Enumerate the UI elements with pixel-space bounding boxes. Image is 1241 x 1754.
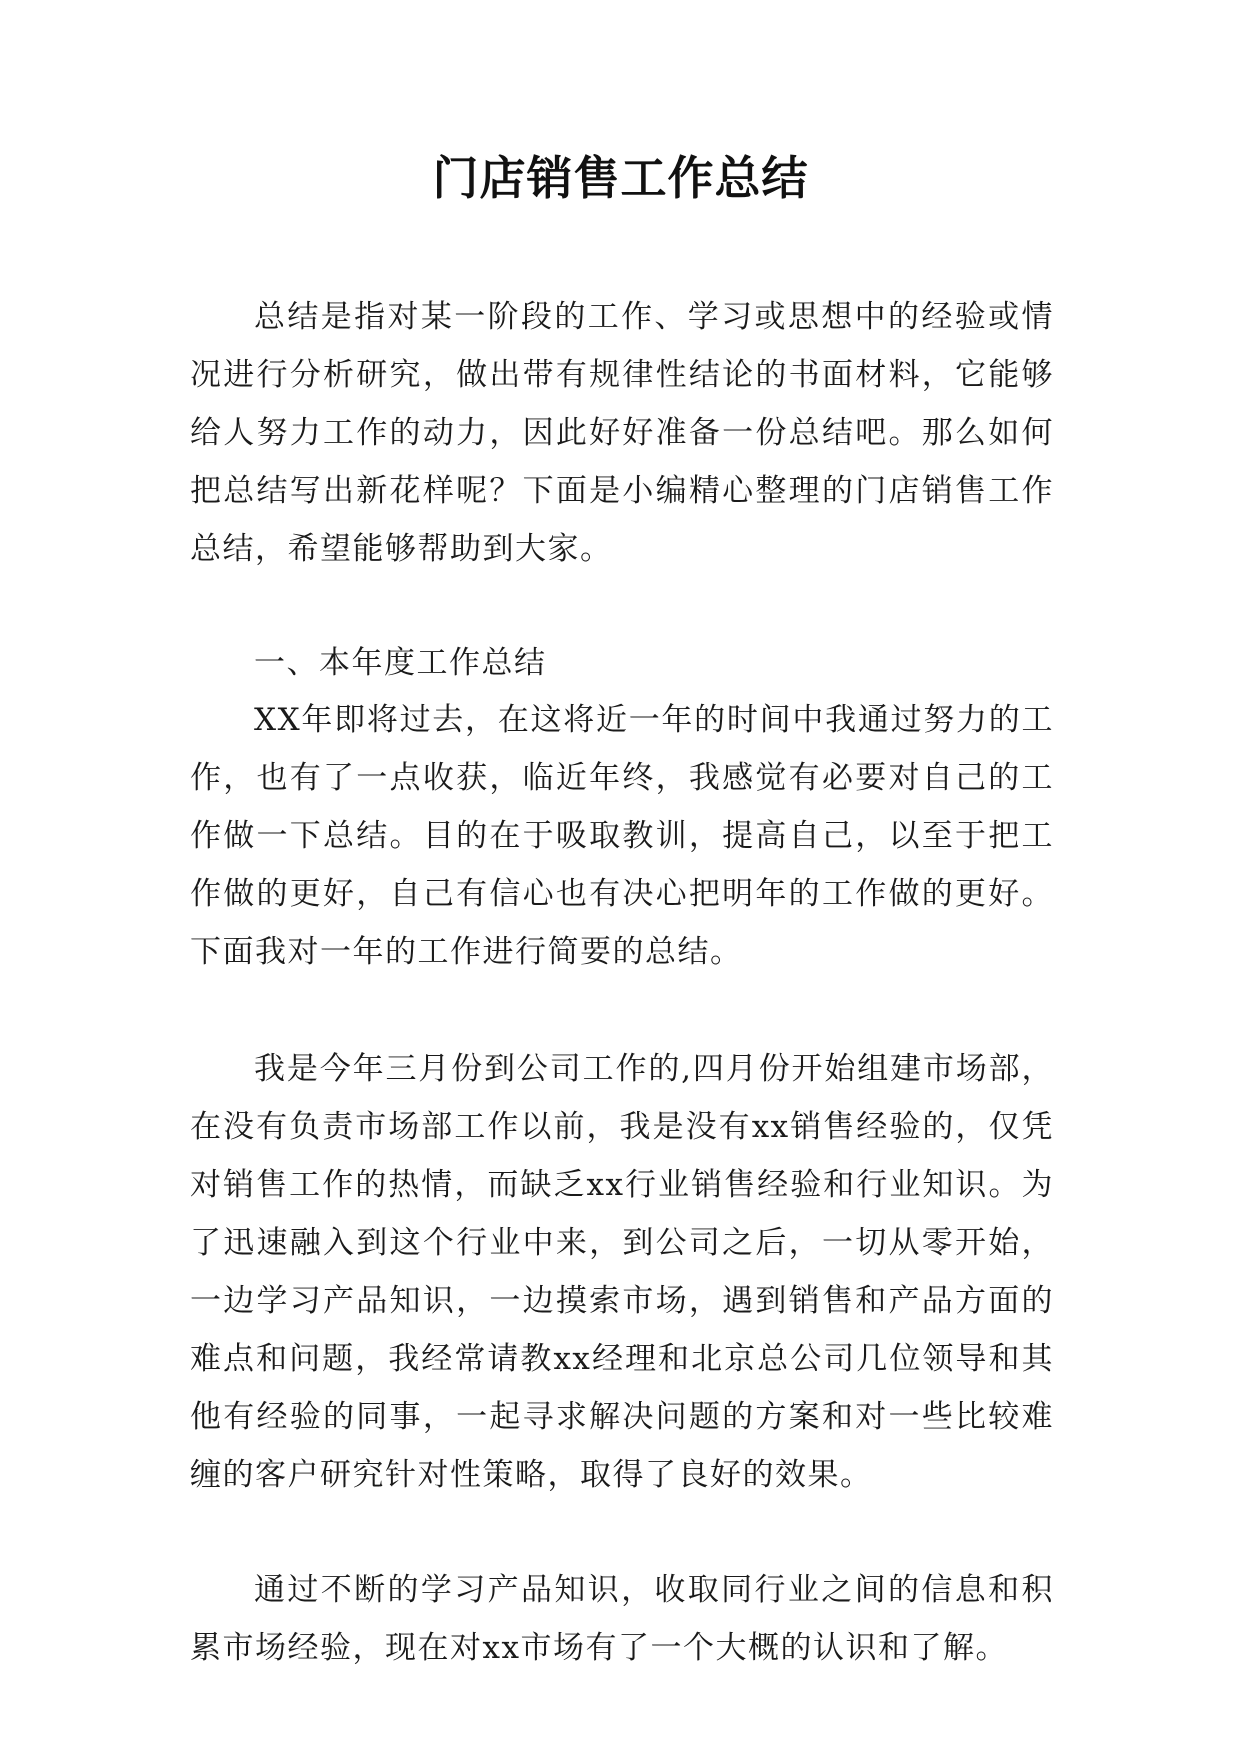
section-heading: 一、本年度工作总结	[254, 645, 547, 681]
body-paragraph-1: XX年即将过去，在这将近一年的时间中我通过努力的工作，也有了一点收获，临近年终，我感觉有必要对自己的工作做一下总结。目的在于吸取教训，提高自己，以至于把工作做的更好，自己有信心也有决心把明年的工作做的更好。下面我对一年的工作进行简要的总结。	[190, 702, 1054, 970]
intro-paragraph: 总结是指对某一阶段的工作、学习或思想中的经验或情况进行分析研究，做出带有规律性结论的书面材料，它能够给人努力工作的动力，因此好好准备一份总结吧。那么如何把总结写出新花样呢？下面是小编精心整理的门店销售工作总结，希望能够帮助到大家。	[190, 299, 1054, 567]
body-paragraph-3: 通过不断的学习产品知识，收取同行业之间的信息和积累市场经验，现在对xx市场有了一个大概的认识和了解。	[190, 1572, 1054, 1666]
document-title: 门店销售工作总结	[432, 151, 809, 205]
body-paragraph-2: 我是今年三月份到公司工作的,四月份开始组建市场部，在没有负责市场部工作以前，我是没有xx销售经验的，仅凭对销售工作的热情，而缺乏xx行业销售经验和行业知识。为了迅速融入到这个行业中来，到公司之后，一切从零开始，一边学习产品知识，一边摸索市场，遇到销售和产品方面的难点和问题，我经常请教xx经理和北京总公司几位领导和其他有经验的同事，一起寻求解决问题的方案和对一些比较难缠的客户研究针对性策略，取得了良好的效果。	[190, 1051, 1054, 1493]
